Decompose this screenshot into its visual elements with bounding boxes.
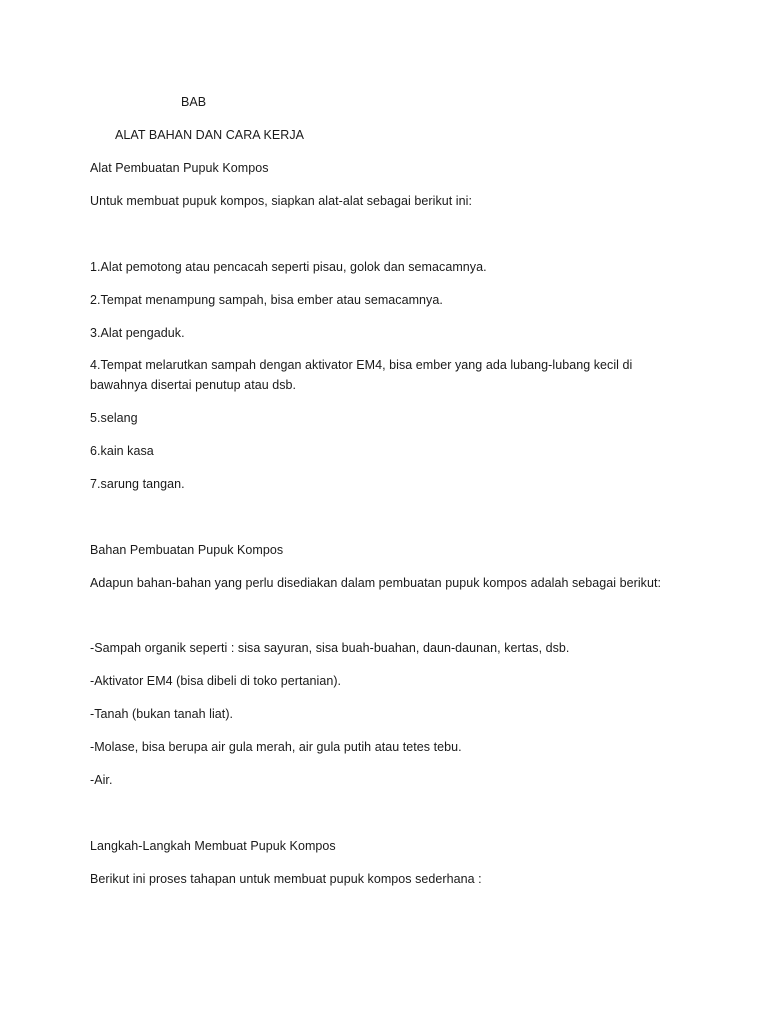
materials-item: -Aktivator EM4 (bisa dibeli di toko pertanian). — [90, 674, 342, 688]
tools-item: 5.selang — [90, 411, 138, 425]
tools-item: 2.Tempat menampung sampah, bisa ember atau semacamnya. — [90, 293, 443, 307]
materials-item: -Molase, bisa berupa air gula merah, air gula putih atau tetes tebu. — [90, 740, 462, 754]
tools-item: 6.kain kasa — [90, 444, 154, 458]
chapter-label: BAB — [181, 95, 207, 109]
tools-item: 1.Alat pemotong atau pencacah seperti pisau, golok dan semacamnya. — [90, 260, 487, 274]
tools-item: 3.Alat pengaduk. — [90, 326, 185, 340]
tools-heading: Alat Pembuatan Pupuk Kompos — [90, 161, 269, 175]
steps-intro: Berikut ini proses tahapan untuk membuat pupuk kompos sederhana : — [90, 872, 482, 886]
steps-heading: Langkah-Langkah Membuat Pupuk Kompos — [90, 839, 336, 853]
materials-item: -Tanah (bukan tanah liat). — [90, 707, 234, 721]
materials-heading: Bahan Pembuatan Pupuk Kompos — [90, 543, 284, 557]
materials-item: -Sampah organik seperti : sisa sayuran, sisa buah-buahan, daun-daunan, kertas, dsb. — [90, 641, 570, 655]
chapter-title: ALAT BAHAN DAN CARA KERJA — [115, 128, 305, 142]
tools-intro: Untuk membuat pupuk kompos, siapkan alat-alat sebagai berikut ini: — [90, 194, 472, 208]
materials-intro: Adapun bahan-bahan yang perlu disediakan dalam pembuatan pupuk kompos adalah sebagai berikut: — [90, 576, 662, 590]
tools-item: 4.Tempat melarutkan sampah dengan aktivator EM4, bisa ember yang ada lubang-lubang kecil di — [90, 358, 633, 372]
materials-item: -Air. — [90, 773, 113, 787]
tools-item: 7.sarung tangan. — [90, 477, 185, 491]
tools-item-continuation: bawahnya disertai penutup atau dsb. — [90, 378, 297, 392]
